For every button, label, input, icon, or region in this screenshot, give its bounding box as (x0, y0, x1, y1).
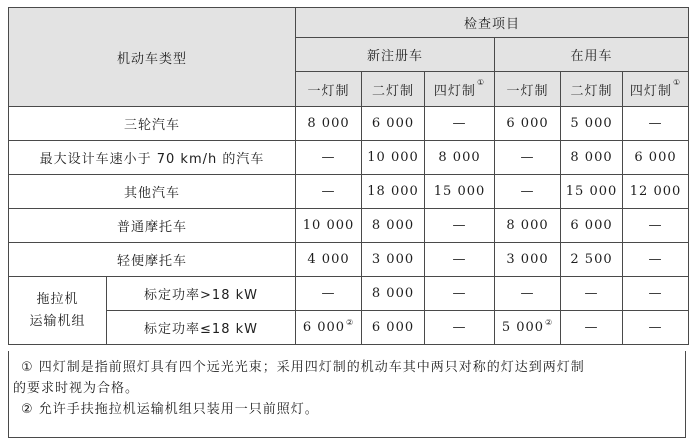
headlamp-intensity-table (8, 7, 689, 345)
value-cell: 3 000 (362, 243, 425, 277)
new-registration-header: 新注册车 (296, 38, 495, 72)
value-cell: 15 000 (425, 175, 495, 209)
headlamp-intensity-table-frame (8, 7, 688, 345)
value-cell: — (425, 209, 495, 243)
table-row (9, 243, 689, 277)
tractor-group-line1: 拖拉机 (36, 291, 79, 307)
value-cell: 5 000② (495, 311, 561, 345)
new-four-lamp-header: 四灯制① (425, 72, 495, 107)
value-cell: 8 000 (495, 209, 561, 243)
table-row (9, 209, 689, 243)
tractor-group-line2: 运输机组 (29, 313, 86, 329)
value-cell: — (561, 311, 623, 345)
value-cell: 8 000 (561, 141, 623, 175)
value-cell: — (425, 311, 495, 345)
value-cell: 8 000 (425, 141, 495, 175)
vehicle-type-header: 机动车类型 (9, 8, 296, 107)
inuse-four-lamp-header: 四灯制① (623, 72, 689, 107)
value-cell: 6 000 (495, 107, 561, 141)
inspection-items-header: 检查项目 (296, 8, 689, 38)
value-cell: — (623, 277, 689, 311)
table-row (9, 175, 689, 209)
value-cell: 4 000 (296, 243, 362, 277)
value-cell: 6 000 (362, 107, 425, 141)
value-cell: 8 000 (362, 277, 425, 311)
new-one-lamp-header: 一灯制 (296, 72, 362, 107)
vehicle-type-cell: 轻便摩托车 (9, 243, 296, 277)
value-cell: 2 500 (561, 243, 623, 277)
rated-power-over-18kw-cell: 标定功率>18 kW (107, 277, 296, 311)
value-cell: 8 000 (362, 209, 425, 243)
value-cell: 6 000 (362, 311, 425, 345)
value-cell: 5 000 (561, 107, 623, 141)
table-row (9, 141, 689, 175)
rated-power-under-18kw-cell: 标定功率≤18 kW (107, 311, 296, 345)
value-cell: 15 000 (561, 175, 623, 209)
vehicle-type-cell: 其他汽车 (9, 175, 296, 209)
inuse-two-lamp-header: 二灯制 (561, 72, 623, 107)
table-row (9, 277, 689, 311)
vehicle-type-cell: 最大设计车速小于 70 km/h 的汽车 (9, 141, 296, 175)
value-cell: — (623, 209, 689, 243)
value-cell: — (623, 107, 689, 141)
value-cell: — (623, 311, 689, 345)
table-footnotes (8, 351, 686, 438)
table-row (9, 311, 689, 345)
in-use-header: 在用车 (495, 38, 689, 72)
value-cell: — (495, 277, 561, 311)
value-cell: — (623, 243, 689, 277)
value-cell: — (296, 175, 362, 209)
value-cell: — (296, 141, 362, 175)
value-cell: — (561, 277, 623, 311)
value-cell: — (425, 107, 495, 141)
vehicle-type-cell: 三轮汽车 (9, 107, 296, 141)
value-cell: — (296, 277, 362, 311)
inuse-one-lamp-header: 一灯制 (495, 72, 561, 107)
tractor-group-cell (9, 277, 107, 345)
value-cell: 12 000 (623, 175, 689, 209)
table-row (9, 107, 689, 141)
value-cell: 6 000② (296, 311, 362, 345)
footnote-1-line-1: ① 四灯制是指前照灯具有四个远光光束；采用四灯制的机动车其中两只对称的灯达到两灯制 (21, 360, 585, 375)
footnote-1-line-2: 的要求时视为合格。 (13, 381, 140, 396)
value-cell: — (425, 243, 495, 277)
footnote-2: ② 允许手扶拖拉机运输机组只装用一只前照灯。 (21, 402, 319, 417)
value-cell: 8 000 (296, 107, 362, 141)
new-two-lamp-header: 二灯制 (362, 72, 425, 107)
value-cell: 18 000 (362, 175, 425, 209)
value-cell: 10 000 (296, 209, 362, 243)
value-cell: 6 000 (623, 141, 689, 175)
value-cell: — (425, 277, 495, 311)
value-cell: — (495, 175, 561, 209)
vehicle-type-cell: 普通摩托车 (9, 209, 296, 243)
value-cell: — (495, 141, 561, 175)
value-cell: 6 000 (561, 209, 623, 243)
value-cell: 10 000 (362, 141, 425, 175)
value-cell: 3 000 (495, 243, 561, 277)
